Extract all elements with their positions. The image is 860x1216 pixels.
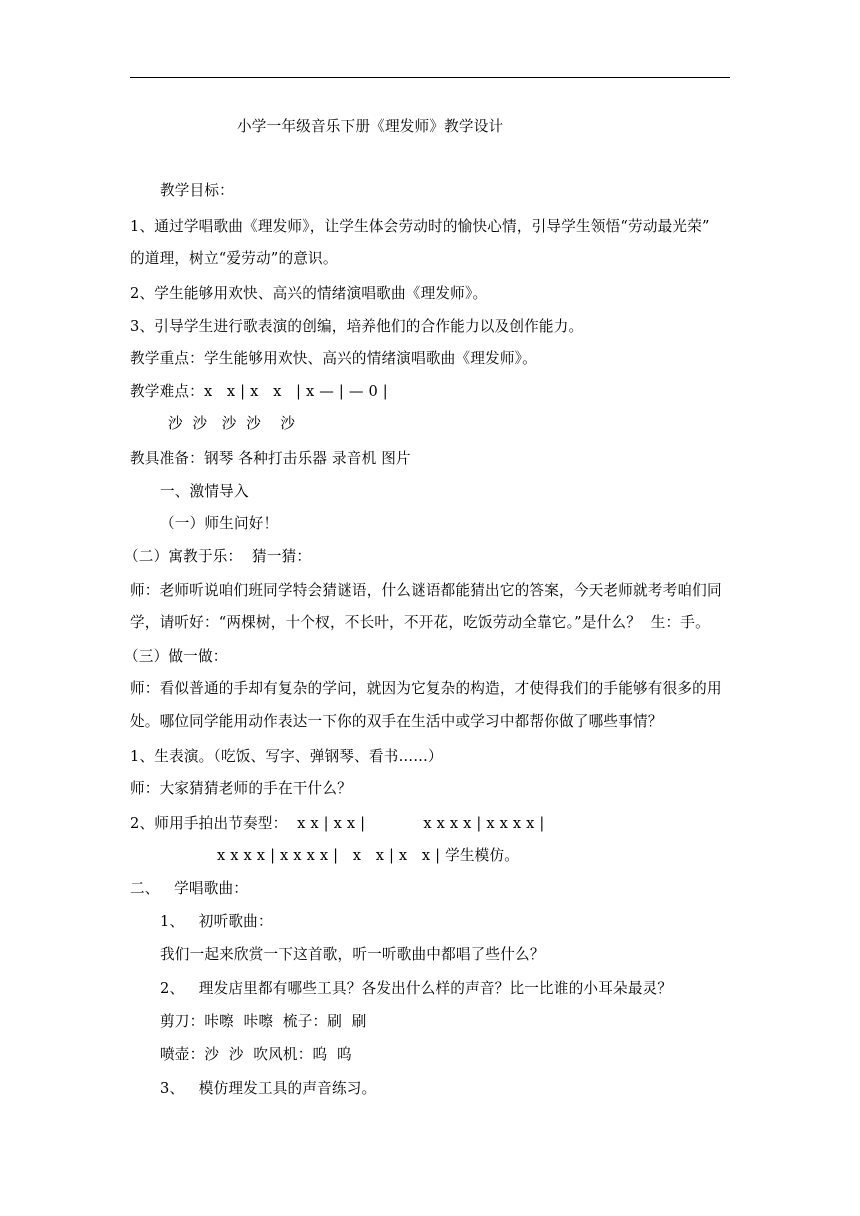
text-line: 喷壶：沙 沙 吹风机：呜 呜 <box>160 1046 352 1063</box>
text-line: （三）做一做： <box>124 648 228 665</box>
text-line: 沙 沙 沙 沙 沙 <box>168 415 296 432</box>
text-line: 1、 初听歌曲： <box>160 913 273 930</box>
text-line: 3、 模仿理发工具的声音练习。 <box>160 1080 377 1097</box>
text-line: 2、学生能够用欢快、高兴的情绪演唱歌曲《理发师》。 <box>130 285 488 302</box>
text-line: 教学目标： <box>160 182 234 199</box>
text-line: 师：大家猜猜老师的手在干什么？ <box>130 780 352 797</box>
text-line: 师：看似普通的手却有复杂的学问，就因为它复杂的构造，才使得我们的手能够有很多的用 <box>130 680 722 697</box>
text-line: 教学难点：x x | x x | x — | — 0 | <box>130 383 388 400</box>
text-line: x x x x | x x x x | x x | x x | 学生模仿。 <box>217 847 520 864</box>
text-line: 我们一起来欣赏一下这首歌，听一听歌曲中都唱了些什么？ <box>160 946 545 963</box>
text-line: （一）师生问好！ <box>160 515 279 532</box>
section-heading: 一、激情导入 <box>160 483 249 500</box>
text-line: 师：老师听说咱们班同学特会猜谜语，什么谜语都能猜出它的答案，今天老师就考考咱们同 <box>130 582 722 599</box>
text-line: 教学重点：学生能够用欢快、高兴的情绪演唱歌曲《理发师》。 <box>130 350 537 367</box>
document-title: 小学一年级音乐下册《理发师》教学设计 <box>237 118 504 135</box>
header-rule <box>130 77 730 78</box>
text-line: （二）寓教于乐： 猜一猜： <box>124 548 312 565</box>
text-line: 2、师用手拍出节奏型： x x | x x | x x x x | x x x x | <box>130 815 545 832</box>
text-line: 的道理，树立“爱劳动”的意识。 <box>130 250 338 267</box>
text-line: 处。哪位同学能用动作表达一下你的双手在生活中或学习中都帮你做了哪些事情？ <box>130 713 663 730</box>
section-heading: 二、 学唱歌曲： <box>130 880 249 897</box>
text-line: 学，请听好：“两棵树，十个杈，不长叶，不开花，吃饭劳动全靠它。”是什么？ 生：手。 <box>130 614 710 631</box>
text-line: 1、通过学唱歌曲《理发师》，让学生体会劳动时的愉快心情，引导学生领悟“劳动最光荣” <box>130 218 710 235</box>
text-line: 教具准备：钢琴 各种打击乐器 录音机 图片 <box>130 450 411 467</box>
text-line: 3、引导学生进行歌表演的创编，培养他们的合作能力以及创作能力。 <box>130 318 584 335</box>
text-line: 剪刀：咔嚓 咔嚓 梳子：刷 刷 <box>160 1013 367 1030</box>
text-line: 1、生表演。（吃饭、写字、弹钢琴、看书……） <box>130 748 443 765</box>
text-line: 2、 理发店里都有哪些工具？各发出什么样的声音？比一比谁的小耳朵最灵？ <box>160 980 673 997</box>
